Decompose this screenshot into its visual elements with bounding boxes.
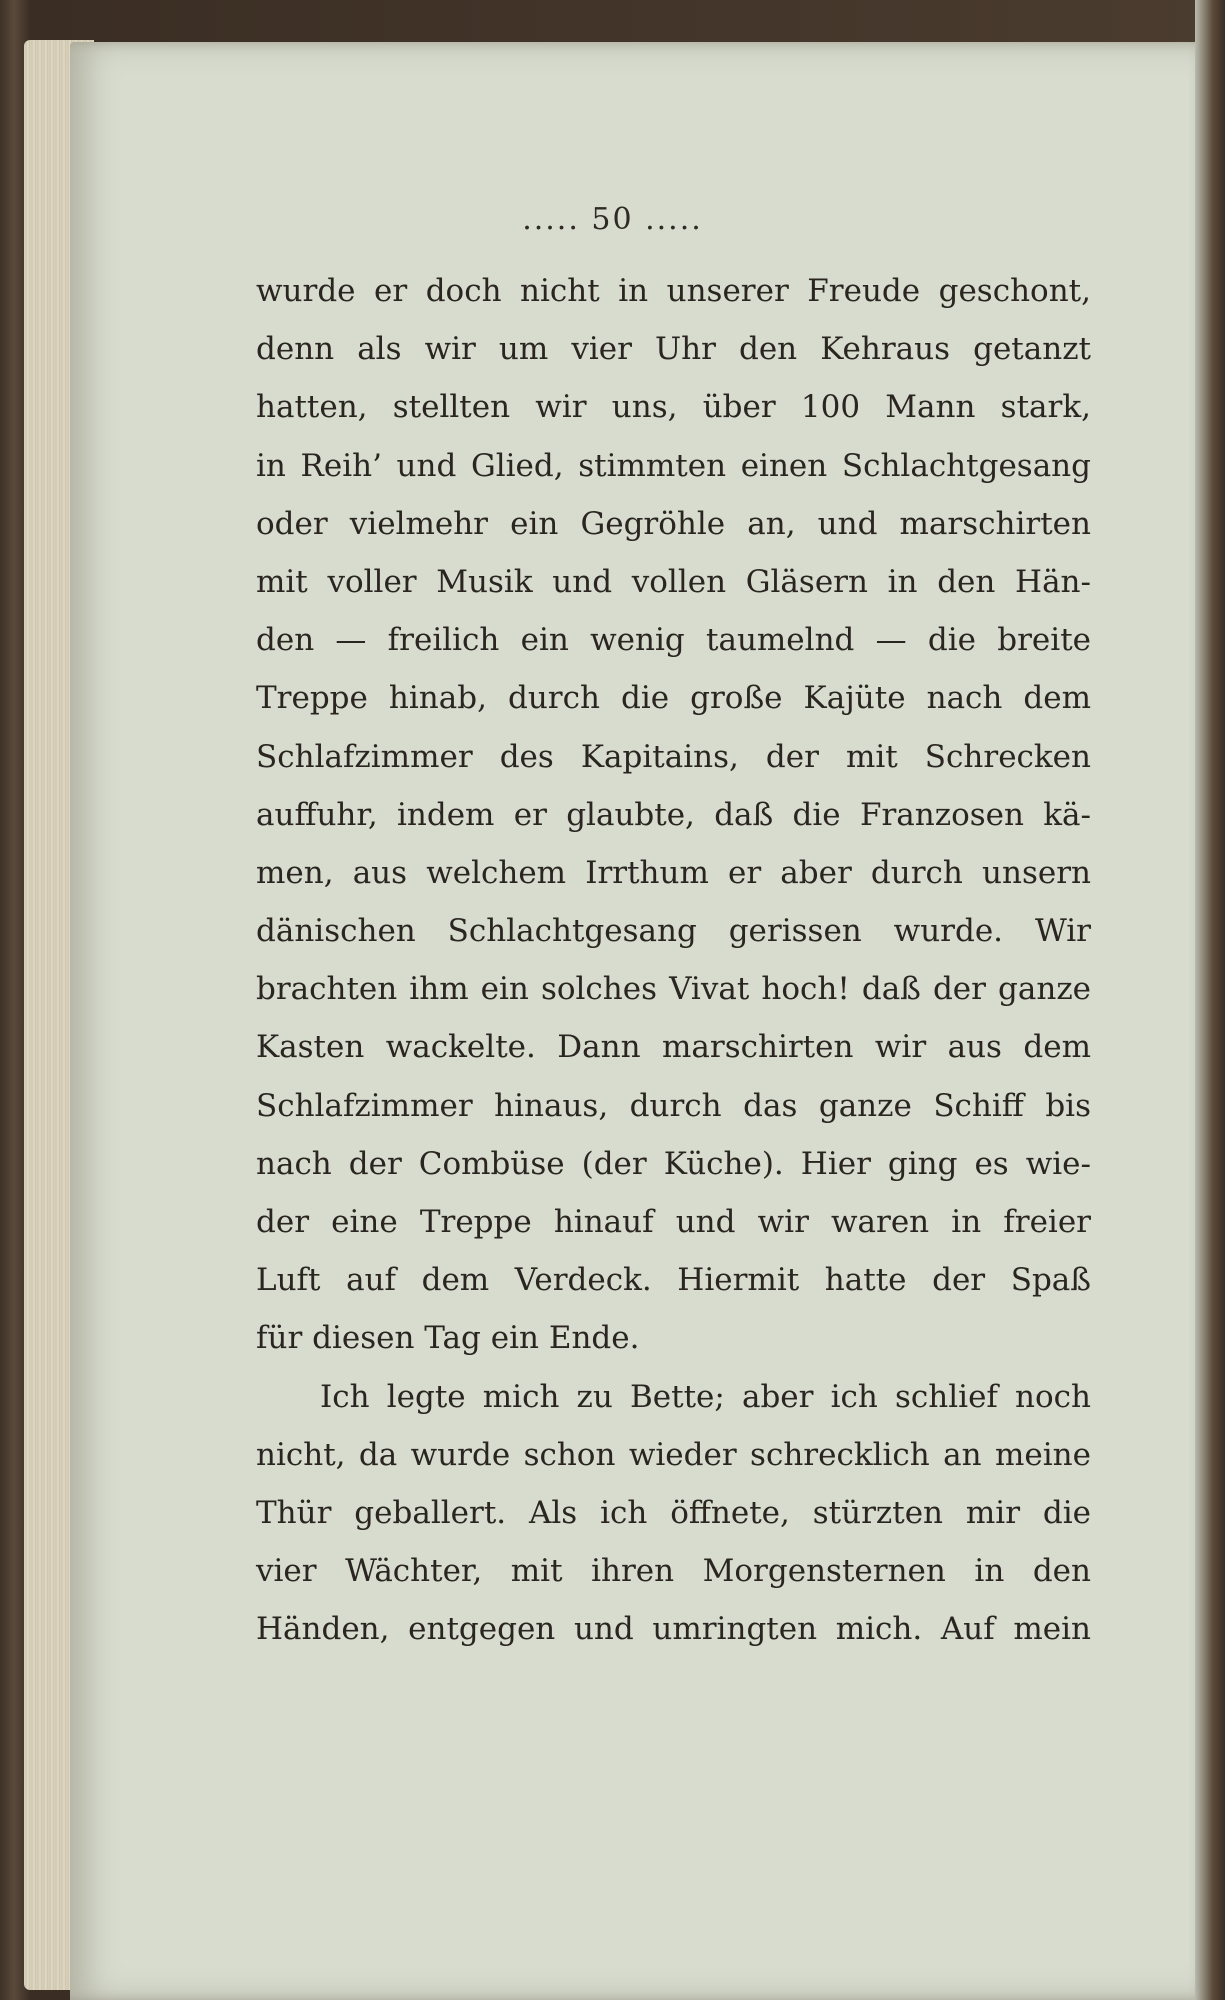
text-line: dänischen Schlachtgesang gerissen wurde. Wir	[256, 913, 1091, 950]
text-line: hatten, stellten wir uns, über 100 Mann stark,	[256, 389, 1091, 426]
page-right-shadow	[1195, 0, 1225, 2000]
text-line: nach der Combüse (der Küche). Hier ging es wie-	[256, 1145, 1091, 1182]
text-line: Treppe hinab, durch die große Kajüte nach dem	[256, 680, 1091, 717]
text-line: brachten ihm ein solches Vivat hoch! daß der ganze	[256, 971, 1091, 1008]
text-line: Schlafzimmer des Kapitains, der mit Schrecken	[256, 738, 1091, 775]
text-line: nicht, da wurde schon wieder schrecklich an meine	[256, 1436, 1091, 1473]
page-body-text	[256, 262, 1091, 1659]
text-line: men, aus welchem Irrthum er aber durch unsern	[256, 854, 1091, 891]
page-number-header: ..... 50 .....	[522, 202, 703, 237]
text-line: Luft auf dem Verdeck. Hiermit hatte der Spaß	[256, 1262, 1091, 1299]
text-line: denn als wir um vier Uhr den Kehraus getanzt	[256, 331, 1091, 368]
text-line: der eine Treppe hinauf und wir waren in freier	[256, 1204, 1091, 1240]
text-line: oder vielmehr ein Gegröhle an, und marschirten	[256, 505, 1091, 542]
text-line: mit voller Musik und vollen Gläsern in den Hän-	[256, 563, 1091, 600]
text-line-paragraph-end: für diesen Tag ein Ende.	[256, 1320, 640, 1357]
text-line: den — freilich ein wenig taumelnd — die breite	[256, 622, 1091, 659]
text-line-paragraph-start: Ich legte mich zu Bette; aber ich schlief noch	[320, 1378, 1091, 1415]
text-line: Kasten wackelte. Dann marschirten wir aus dem	[256, 1029, 1091, 1066]
text-line: auffuhr, indem er glaubte, daß die Franzosen kä-	[256, 796, 1091, 833]
text-line: vier Wächter, mit ihren Morgensternen in den	[256, 1553, 1091, 1590]
text-line: Schlafzimmer hinaus, durch das ganze Schiff bis	[256, 1087, 1091, 1124]
text-line: Thür geballert. Als ich öffnete, stürzten mir die	[256, 1494, 1091, 1531]
text-line: wurde er doch nicht in unserer Freude geschont,	[256, 273, 1091, 309]
text-line: in Reih’ und Glied, stimmten einen Schlachtgesang	[256, 447, 1091, 484]
text-line: Händen, entgegen und umringten mich. Auf mein	[256, 1611, 1091, 1648]
